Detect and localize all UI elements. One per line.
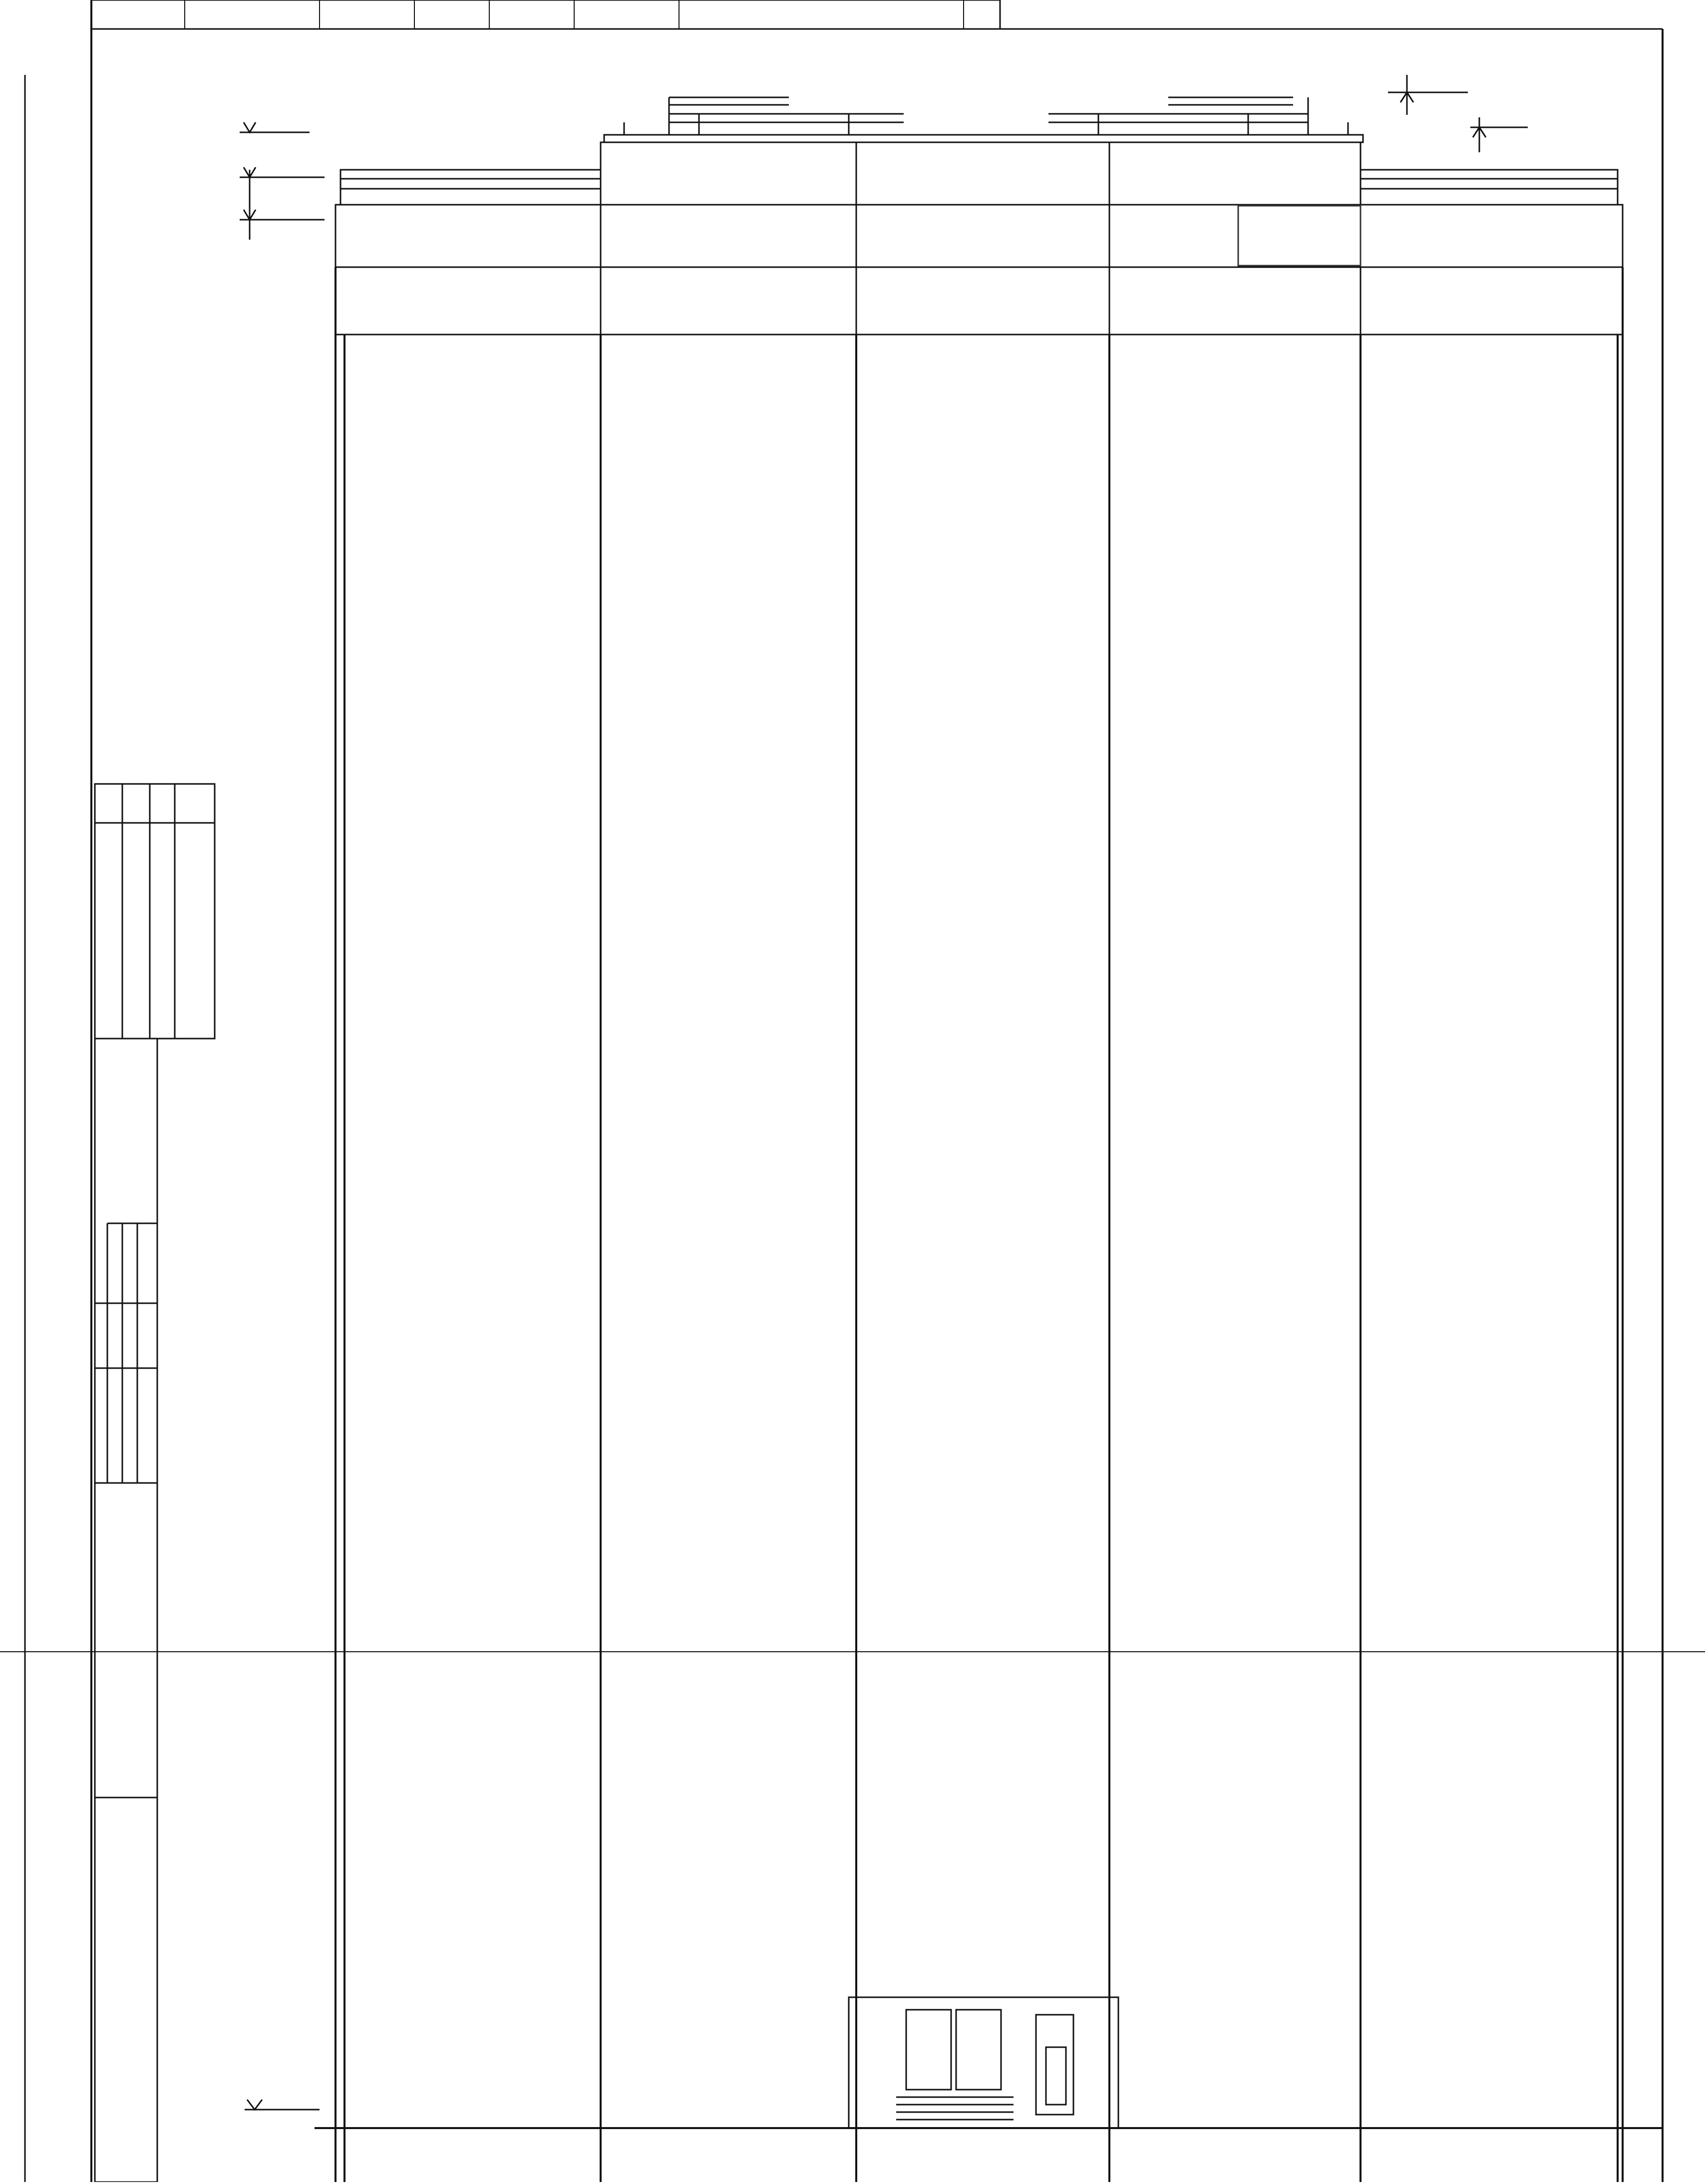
vent-grille (1238, 206, 1361, 266)
entrance (849, 1997, 1118, 2128)
facade-outline (315, 267, 1663, 2182)
roof-structures (604, 97, 1363, 142)
parapet-joints (601, 142, 1361, 335)
title-block (95, 784, 215, 2182)
parapets (336, 142, 1623, 335)
elevation-markers (240, 75, 1528, 2110)
